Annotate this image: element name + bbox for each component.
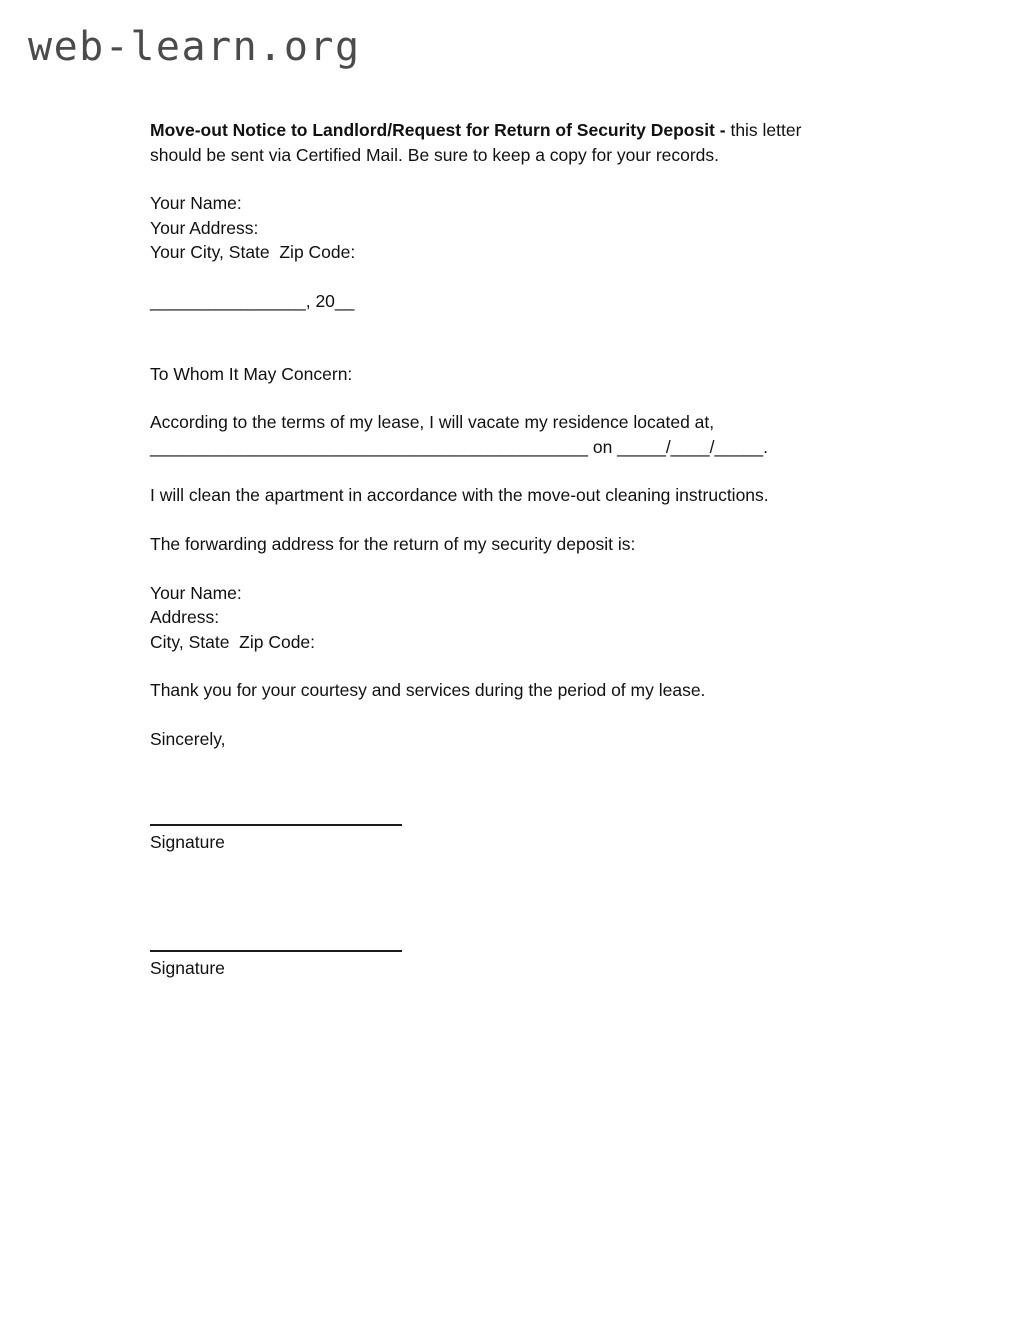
- sender-city-state-zip-line: Your City, State Zip Code:: [150, 242, 356, 263]
- sender-address-line: Your Address:: [150, 217, 259, 238]
- spacer-before-first-signature: [150, 776, 822, 824]
- site-watermark: web-learn.org: [28, 24, 361, 70]
- signature-block-1: [150, 824, 822, 855]
- spacer-before-salutation: [150, 338, 822, 362]
- signature-label-2: Signature: [150, 958, 225, 979]
- page-title: Move-out Notice to Landlord/Request for Return of Security Deposit -: [150, 120, 731, 140]
- signature-block-2: [150, 950, 822, 981]
- sender-name-line: Your Name:: [150, 193, 242, 214]
- vacate-sentence-line: According to the terms of my lease, I will vacate my residence located at,: [150, 412, 715, 433]
- forwarding-address-block: [150, 581, 822, 655]
- forwarding-address-intro: The forwarding address for the return of my security deposit is:: [150, 533, 636, 554]
- signature-line-1: [150, 824, 402, 826]
- signature-line-2: [150, 950, 402, 952]
- document-title-paragraph: [150, 118, 822, 167]
- salutation: To Whom It May Concern:: [150, 363, 353, 384]
- forwarding-city-state-zip-line: City, State Zip Code:: [150, 631, 316, 652]
- thanks-paragraph: Thank you for your courtesy and services during the period of my lease.: [150, 680, 706, 701]
- vacate-blank-and-date-line: _____________________________________________ on _____/____/_____.: [150, 436, 769, 457]
- signature-label-1: Signature: [150, 831, 225, 852]
- forwarding-name-line: Your Name:: [150, 582, 242, 603]
- closing-salutation: Sincerely,: [150, 728, 226, 749]
- date-line: ________________, 20__: [150, 290, 355, 311]
- cleaning-paragraph: I will clean the apartment in accordance with the move-out cleaning instructions.: [150, 485, 769, 506]
- forwarding-address-line: Address:: [150, 607, 220, 628]
- document-title-description: this letter should be sent via Certified Mail. Be sure to keep a copy for your records.: [150, 120, 802, 165]
- sender-address-block: [150, 191, 822, 265]
- spacer-between-signatures: [150, 854, 822, 950]
- vacate-paragraph: [150, 410, 822, 459]
- letter-body: [150, 118, 822, 981]
